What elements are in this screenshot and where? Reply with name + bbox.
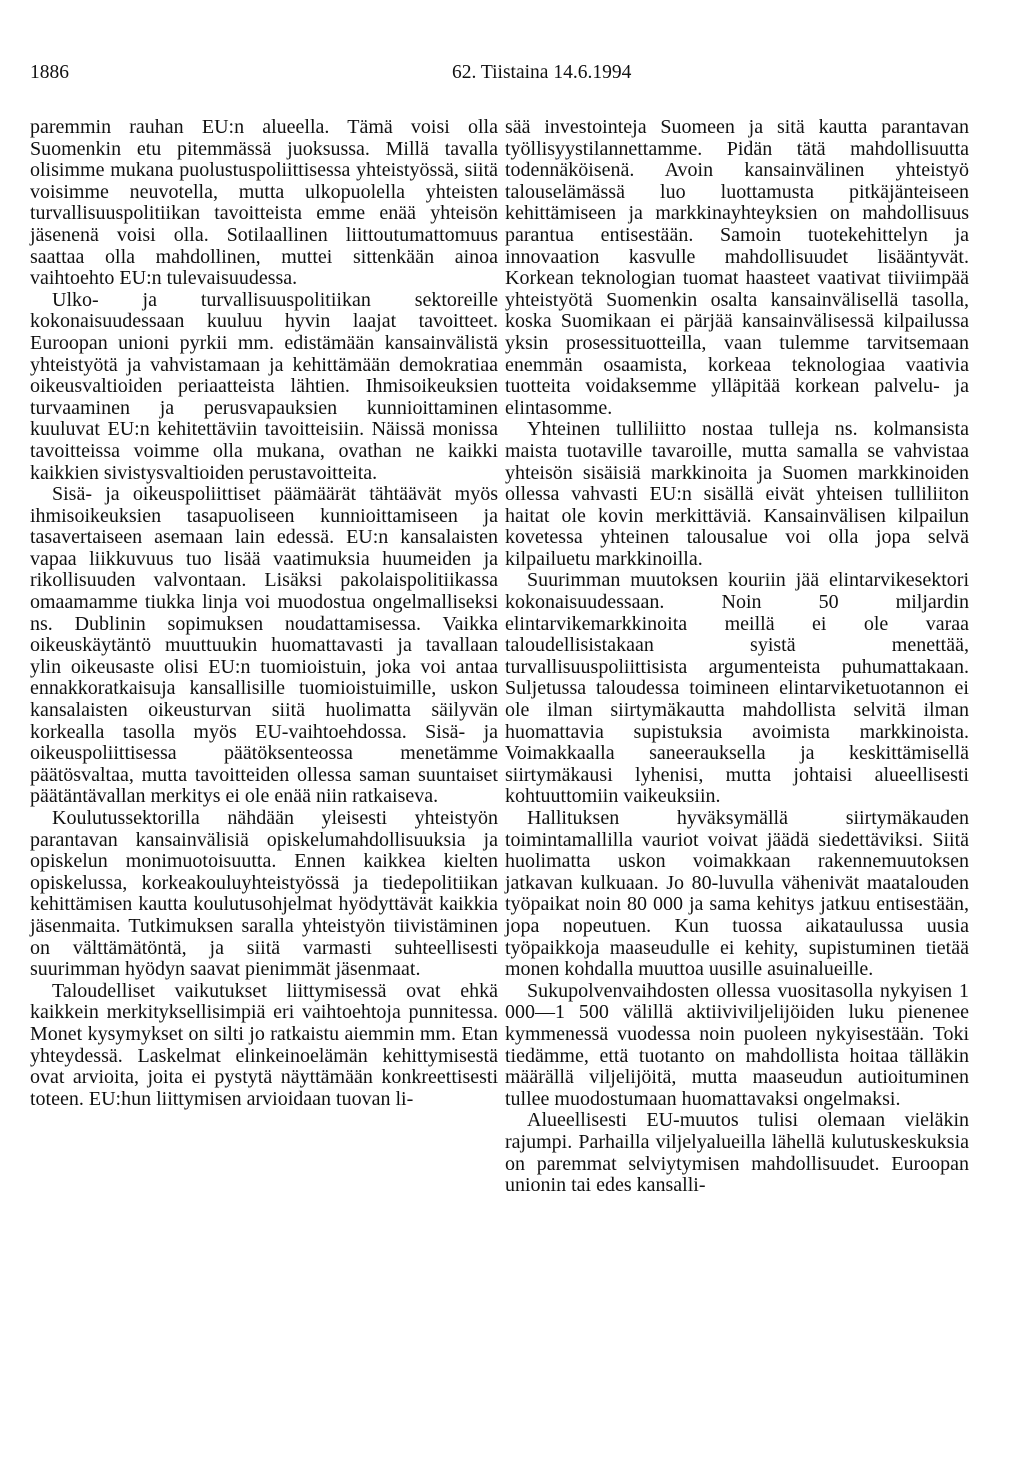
paragraph: Taloudelliset vaikutukset liittymisessä ovat ehkä kaikkein merkityksellisimpiä eri vaihtoehtoja punnitessa. Monet kysymykset on silti jo ratkaistu aiemmin mm. Etan yhteydessä. Laskelmat elinkeinoelämän kehittymisestä ovat arvioita, joita ei pystytä näyttämään konkreettisesti toteen. EU:hun liittymisen arvioidaan tuovan li- (30, 979, 498, 1110)
paragraph: sää investointeja Suomeen ja sitä kautta parantavan työllisyystilannettamme. Pidän tätä mahdollisuutta todennäköisenä. Avoin kansainvälinen yhteistyö talouselämässä luo luottamusta pitkäjänteiseen kehittämiseen ja markkinayhteyksien on mahdollisuus parantua entisestään. Samoin tuotekehittelyn ja innovaation kasvulle mahdollisuudet lisääntyvät. Korkean teknologian tuomat haasteet vaativat tiiviimpää yhteistyötä Suomenkin osalta kansainvälisellä tasolla, koska Suomikaan ei pärjää kansainvälisessä kilpailussa yksin prosessituotteilla, vaan tulemme tarvitsemaan enemmän osaamista, korkeaa teknologiaa vaativia tuotteita voidaksemme ylläpitää korkean palvelu- ja elintasomme. (505, 116, 969, 419)
page-header (30, 58, 984, 88)
paragraph: Koulutussektorilla nähdään yleisesti yhteistyön parantavan kansainvälisiä opiskelumahdollisuuksia ja opiskelun monimuotoisuutta. Ennen kaikkea kielten opiskelussa, korkeakouluyhteistyössä ja tiedepolitiikan kehittämisen kautta koulutusohjelmat hyödyttävät kaikkia jäsenmaita. Tutkimuksen saralla yhteistyön tiivistäminen on välttämätöntä, ja siitä varmasti suhteellisesti suurimman hyödyn saavat pienimmät jäsenmaat. (30, 807, 498, 981)
paragraph: Alueellisesti EU-muutos tulisi olemaan vieläkin rajumpi. Parhailla viljelyalueilla lähellä kulutuskeskuksia on paremmat selviytymisen mahdollisuudet. Euroopan unionin tai edes kansalli- (505, 1109, 969, 1197)
paragraph: Sisä- ja oikeuspoliittiset päämäärät tähtäävät myös ihmisoikeuksien tasapuoliseen kunnioittamiseen ja tasavertaiseen asemaan lain edessä. EU:n kansalaisten vapaa liikkuvuus tuo lisää vaatimuksia huumeiden ja rikollisuuden valvontaan. Lisäksi pakolaispolitiikassa omaamamme tiukka linja voi muodostua ongelmalliseksi ns. Dublinin sopimuksen noudattamisessa. Vaikka oikeuskäytäntö muuttuukin huomattavasti ja tavallaan ylin oikeusaste olisi EU:n tuomioistuin, joka voi antaa ennakkoratkaisuja kansallisille tuomioistuimille, uskon kansalaisten oikeusturvan siitä huolimatta säilyvän korkealla tasolla myös EU-vaihtoehdossa. Sisä- ja oikeuspoliittisessa päätöksenteossa menetämme päätösvaltaa, mutta tavoitteiden ollessa saman suuntaiset päätäntävallan merkitys ei ole enää niin ratkaiseva. (30, 483, 498, 808)
paragraph: Yhteinen tulliliitto nostaa tulleja ns. kolmansista maista tuotaville tavaroille, mutta samalla se vahvistaa yhteisön sisäisiä markkinoita ja Suomen markkinoiden ollessa vahvasti EU:n sisällä eivät yhteisen tulliliiton haitat ole kovin merkittäviä. Kansainvälisen kilpailun kovetessa yhteinen talousalue voi olla jopa selvä kilpailuetu markkinoilla. (505, 418, 969, 570)
page-number: 1886 (30, 62, 69, 83)
paragraph: paremmin rauhan EU:n alueella. Tämä voisi olla Suomenkin etu pitemmässä juoksussa. Millä tavalla olisimme mukana puolustuspoliittisessa yhteistyössä, siitä voisimme neuvotella, mutta ulkopuolella yhteisten turvallisuuspolitiikan tavoitteista emme enää yhteisön jäsenenä voisi olla. Sotilaallinen liittoutumattomuus saattaa olla mahdollinen, muttei sittenkään ainoa vaihtoehto EU:n tulevaisuudessa. (30, 116, 498, 290)
paragraph: Hallituksen hyväksymällä siirtymäkauden toimintamallilla vauriot voivat jäädä siedettäviksi. Siitä huolimatta uskon voimakkaan rakennemuutoksen jatkavan kulkuaan. Jo 80-luvulla vähenivät maatalouden työpaikat noin 80 000 ja sama kehitys jatkuu entisestään, jopa nopeutuen. Kun tuossa aikataulussa uusia työpaikkoja maaseudulle ei kehity, supistuminen tietää monen kohdalla muuttoa uusille asuinalueille. (505, 807, 969, 981)
left-column (30, 117, 498, 1110)
running-head: 62. Tiistaina 14.6.1994 (452, 62, 632, 83)
right-column (505, 117, 969, 1197)
paragraph: Sukupolvenvaihdosten ollessa vuositasolla nykyisen 1 000—1 500 välillä aktiiviviljelijöiden luku pienenee kymmenessä vuodessa noin puoleen nykyisestään. Toki tiedämme, että tuotanto on mahdollista hoitaa tälläkin määrällä viljelijöitä, mutta maaseudun autioituminen tullee muodostumaan huomattavaksi ongelmaksi. (505, 979, 969, 1110)
paragraph: Suurimman muutoksen kouriin jää elintarvikesektori kokonaisuudessaan. Noin 50 miljardin elintarvikemarkkinoita meillä ei ole varaa taloudellisistakaan syistä menettää, turvallisuuspoliittisista argumenteista puhumattakaan. Suljetussa taloudessa toimineen elintarviketuotannon ei ole ilman siirtymäkautta mahdollista selvitä ilman huomattavia supistuksia avoimista markkinoista. Voimakkaalla saneerauksella ja keskittämisellä siirtymäkausi lyhenisi, mutta johtaisi alueellisesti kohtuuttomiin vaikeuksiin. (505, 569, 969, 808)
paragraph: Ulko- ja turvallisuuspolitiikan sektoreille kokonaisuudessaan kuuluu hyvin laajat tavoitteet. Euroopan unioni pyrkii mm. edistämään kansainvälistä yhteistyötä ja vahvistamaan ja kehittämään demokratiaa oikeusvaltioiden periaatteista lähtien. Ihmisoikeuksien turvaaminen ja perusvapauksien kunnioittaminen kuuluvat EU:n kehitettäviin tavoitteisiin. Näissä monissa tavoitteissa voimme olla mukana, ovathan ne kaikki kaikkien sivistysvaltioiden perustavoitteita. (30, 288, 498, 484)
